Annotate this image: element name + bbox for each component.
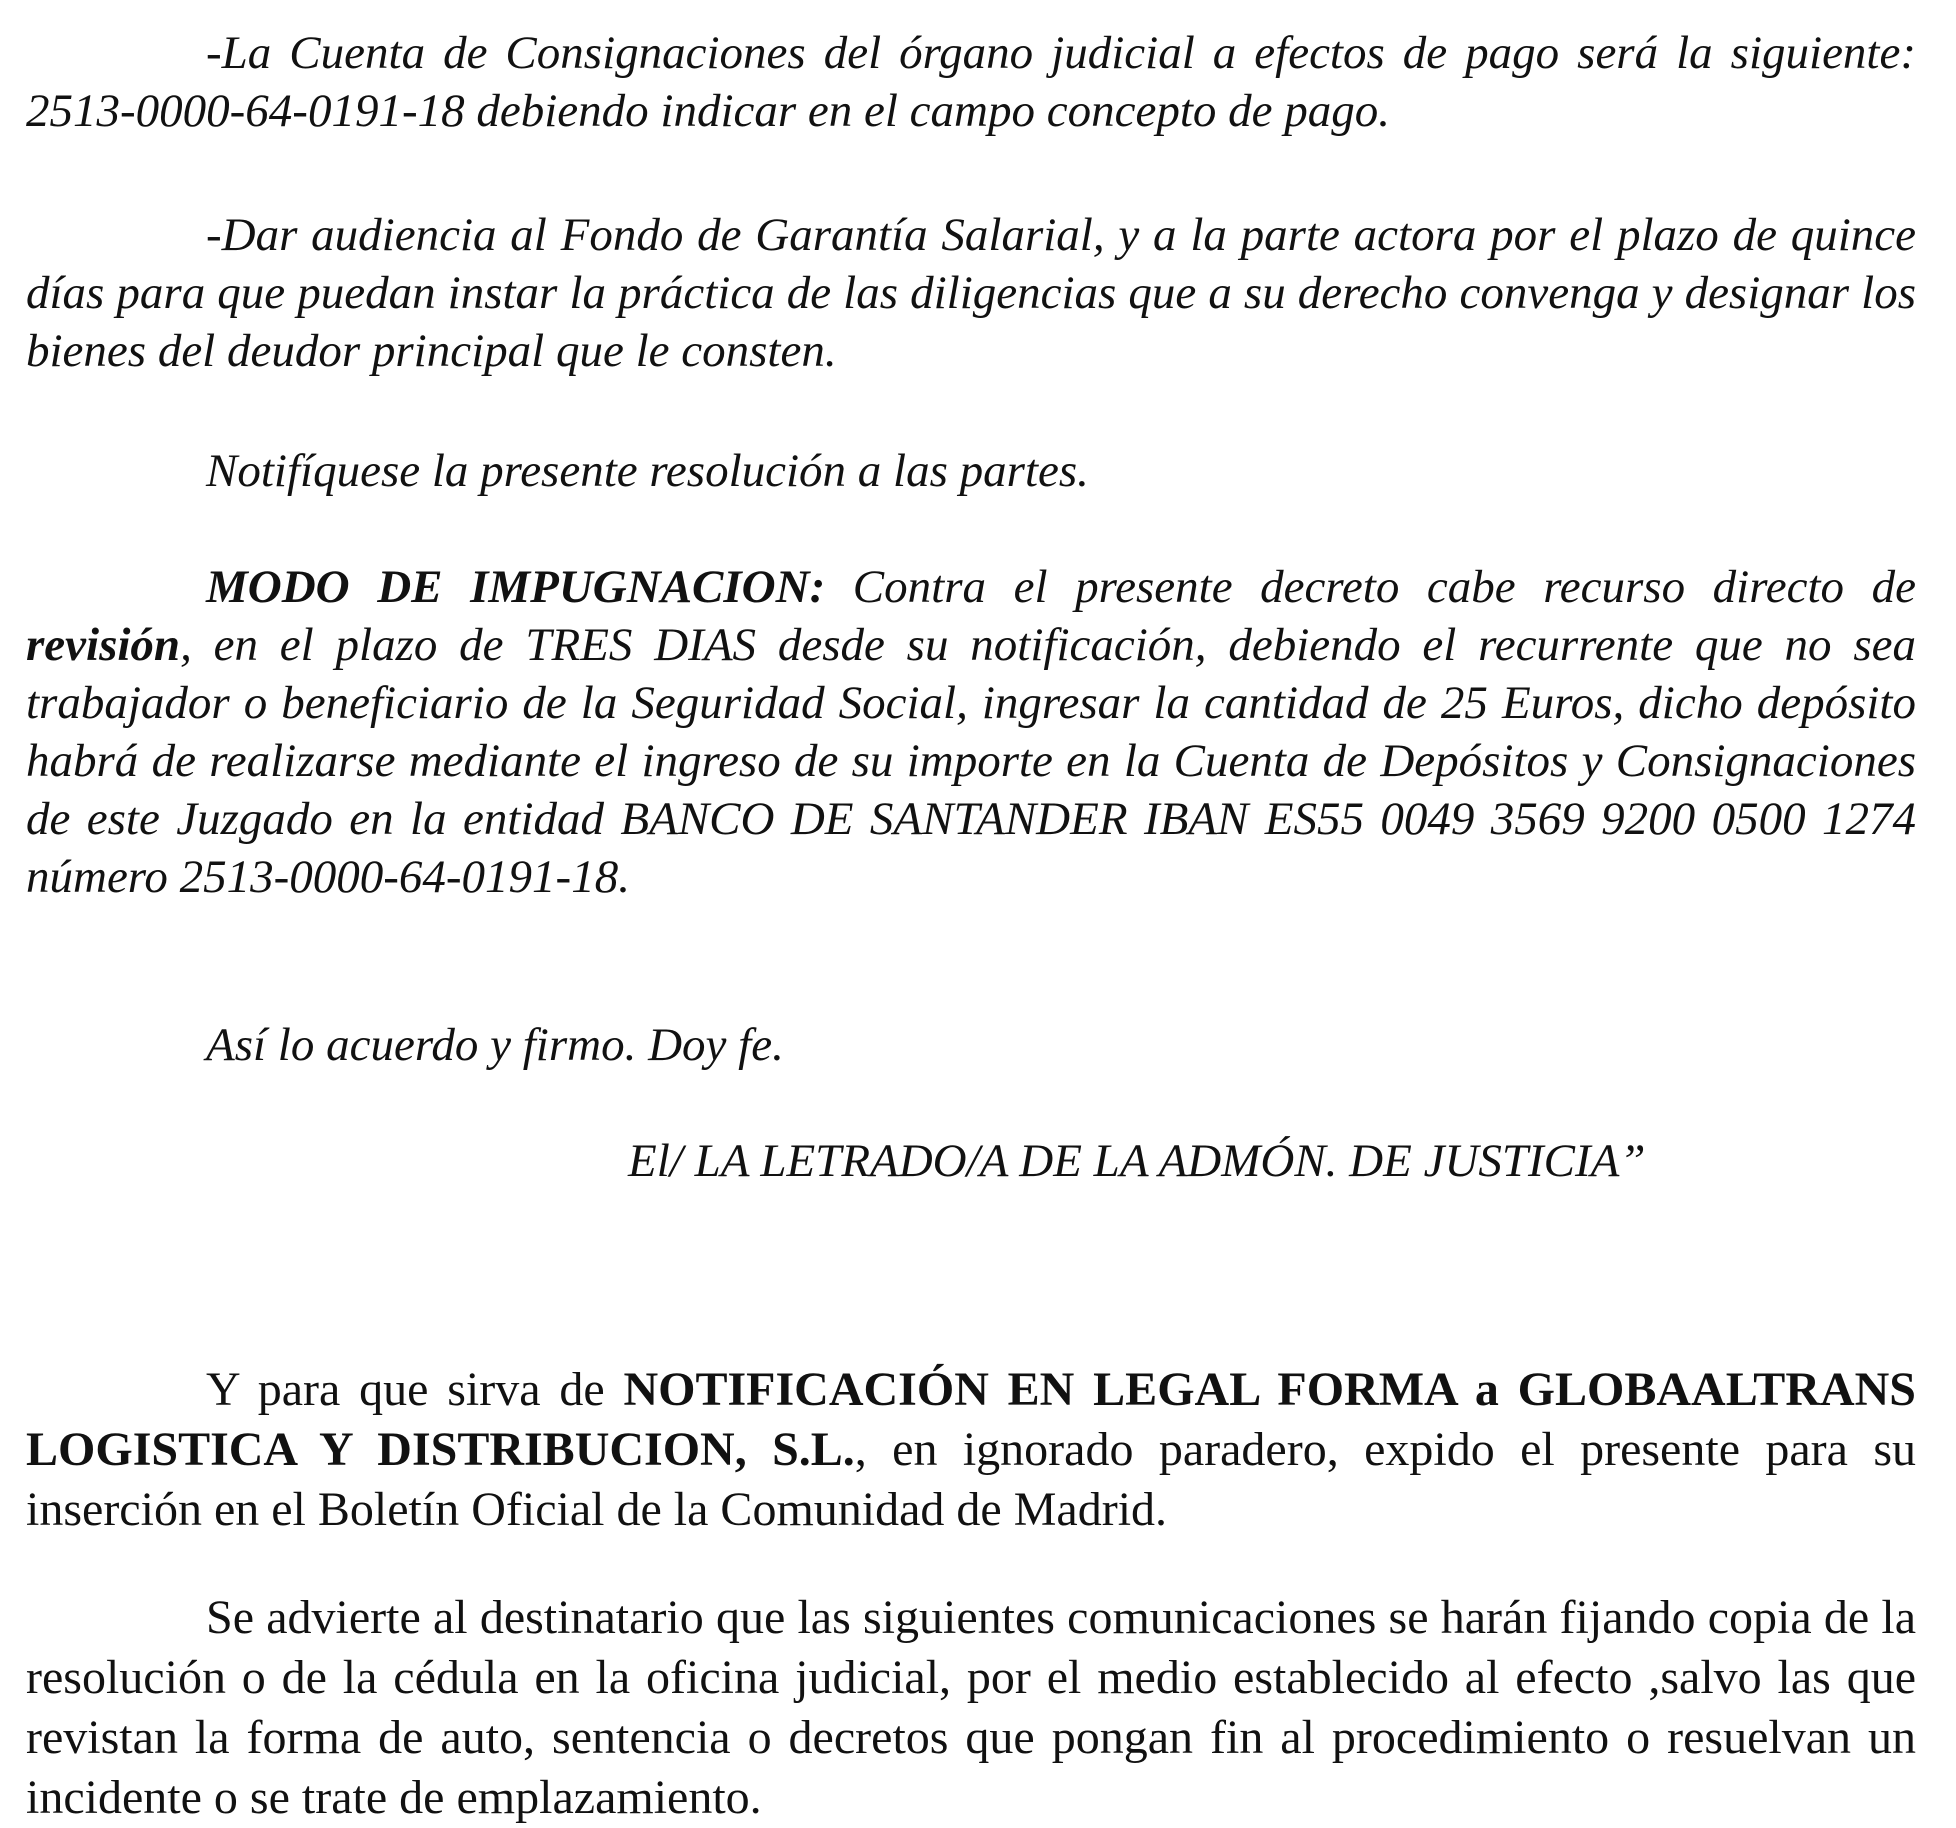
- paragraph-notificacion: [26, 1360, 1916, 1540]
- document-body: [26, 0, 1917, 1824]
- impugnacion-heading: MODO DE IMPUGNACION:: [206, 561, 826, 613]
- notificacion-text-2: , en ignorado paradero, expido el presente para su inserción en el Boletín Oficial de la Comunidad de Madrid.: [26, 1423, 1917, 1536]
- paragraph-modo-impugnacion: [26, 558, 1916, 906]
- impugnacion-text-2: , en el plazo de TRES DIAS desde su notificación, debiendo el recurrente que no sea trabajador o beneficiario de la Seguridad Social, ingresar la cantidad de 25 Euros, dicho depósito habrá de realizarse mediante el ingreso de su importe en la Cuenta de Depósitos y Consignaciones de este Juzgado en la entidad BANCO DE SANTANDER IBAN ES55 0049 3569 9200 0500 1274 número 2513-0000-64-0191-18.: [26, 619, 1916, 903]
- paragraph-audiencia: -Dar audiencia al Fondo de Garantía Salarial, y a la parte actora por el plazo de quince días para que puedan instar la práctica de las diligencias que a su derecho convenga y designar los bienes del deudor principal que le consten.: [26, 209, 1916, 377]
- notificacion-text-1: Y para que sirva de: [206, 1363, 624, 1416]
- paragraph-notifiquese: Notifíquese la presente resolución a las partes.: [206, 445, 1089, 497]
- impugnacion-bold-word: revisión: [26, 619, 181, 671]
- paragraph-cuenta-consignaciones: -La Cuenta de Consignaciones del órgano judicial a efectos de pago será la siguiente: 2513-0000-64-0191-18 debiendo indicar en el campo concepto de pago.: [26, 27, 1916, 137]
- impugnacion-text-1: Contra el presente decreto cabe recurso directo de: [825, 561, 1916, 613]
- paragraph-advierte: Se advierte al destinatario que las siguientes comunicaciones se harán fijando copia de la resolución o de la cédula en la oficina judicial, por el medio establecido al efecto ,salvo las que revistan la forma de auto, sentencia o decretos que pongan fin al procedimiento o resuelvan un incidente o se trate de emplazamiento.: [26, 1591, 1916, 1824]
- signature-line: El/ LA LETRADO/A DE LA ADMÓN. DE JUSTICIA”: [628, 1135, 1646, 1187]
- paragraph-acuerdo: Así lo acuerdo y firmo. Doy fe.: [206, 1019, 784, 1071]
- notificacion-recipient: NOTIFICACIÓN EN LEGAL FORMA a GLOBAALTRANS LOGISTICA Y DISTRIBUCION, S.L.: [26, 1363, 1916, 1476]
